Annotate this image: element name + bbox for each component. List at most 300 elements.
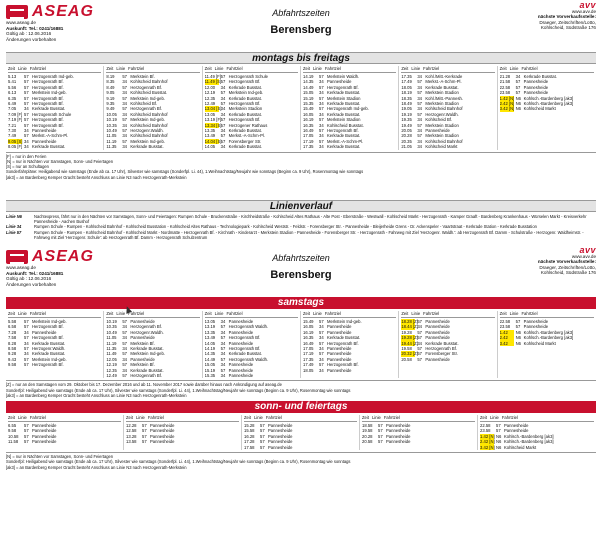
- destination: Pannesheide: [228, 373, 254, 379]
- departure-time: 10.49: [106, 329, 117, 335]
- line-number: 57: [319, 362, 324, 368]
- avv-shop2: Kohlscheid, Südstraße 176: [540, 25, 596, 31]
- departure-time: 8.49: [106, 84, 115, 90]
- destination: Kerkrade Busstat.: [32, 340, 66, 346]
- departure-time: 18.05: [303, 367, 314, 373]
- note-line: [ak3] = an Bardenberg Kemper Gracht besteht Anschluss an Linie N3 nach Herzogenrath-Merkstein: [6, 392, 187, 398]
- departure-time: 3.42: [500, 341, 514, 346]
- destination: Herzogenrath Bf.: [32, 335, 64, 341]
- departure-time: 12.19: [204, 90, 216, 96]
- departure-time: 20.28: [362, 433, 373, 439]
- destination: Forensberger Str.: [425, 351, 458, 357]
- departure-time: 13.35: [204, 329, 216, 335]
- route-line: Linie 34: [6, 224, 22, 230]
- saturday-grid: [6, 311, 596, 378]
- header-dest: Fahrtziel: [128, 311, 145, 316]
- departure-time: 16.19: [303, 329, 314, 335]
- line-number: 34: [417, 106, 422, 112]
- line-number: 57: [220, 101, 226, 107]
- line-number: 57: [122, 74, 127, 79]
- header-line: Linie: [312, 66, 322, 71]
- departure-time: 16.49: [303, 128, 314, 134]
- line-number: 57: [515, 324, 521, 330]
- departure-time: 12.35: [204, 95, 216, 101]
- destination: Pannesheide: [268, 428, 293, 434]
- header-line: Linie: [371, 415, 381, 421]
- destination: Kohlscheid Bahnhof: [130, 79, 168, 85]
- line-number: 57: [122, 106, 127, 112]
- destination: Merkstein Ind-geb.: [32, 90, 67, 96]
- destination: Kerkrade Busstat.: [327, 101, 361, 107]
- weekday-grid: [6, 66, 596, 150]
- departure-time: 14.35: [204, 351, 216, 357]
- departure-time: 18.28 [Z]: [401, 319, 418, 324]
- line-number: 57: [319, 128, 324, 134]
- line-number: 57: [417, 329, 422, 335]
- departure-time: 13.34 [S]: [204, 122, 222, 128]
- destination: Herzogenr.Waldh.: [425, 111, 459, 117]
- line-number: 57: [378, 433, 383, 439]
- departure-time: 10.35: [106, 324, 117, 330]
- destination: Pannesheide: [327, 79, 352, 85]
- departure-time: 18.19: [401, 90, 412, 96]
- destination: Merkstein Bf.: [130, 340, 155, 346]
- line-number: N6: [515, 335, 522, 341]
- destination: Pannesheide: [425, 324, 450, 330]
- destination: Kohlscheid Bahnhof: [130, 111, 168, 117]
- departure-time: 10.19: [106, 117, 117, 123]
- timetable-column: [6, 311, 104, 378]
- line-number: 57: [220, 367, 226, 373]
- departure-time: 2.42 [N]: [499, 101, 515, 107]
- route-list: [6, 214, 596, 240]
- line-number: 57: [122, 362, 127, 368]
- destination: Merkst.-A-Schm-Pl.: [228, 133, 265, 139]
- line-number: 34: [417, 144, 422, 150]
- header-line: Linie: [411, 311, 421, 316]
- destination: Kohlsch.-Bardenberg [ak3]: [504, 439, 554, 445]
- line-number: 57: [417, 356, 422, 362]
- page-title-2: Abfahrtszeiten: [272, 253, 330, 263]
- line-number: 34: [122, 356, 127, 362]
- destination: Merkstein Ind-geb.: [228, 90, 264, 96]
- departure-time: 15.49: [303, 106, 314, 112]
- header-time: Zeit: [244, 415, 251, 421]
- departure-row: [106, 373, 199, 378]
- line-number: 57: [220, 79, 226, 85]
- column-header: [205, 311, 298, 318]
- departure-time: 7.05: [8, 106, 17, 112]
- destination: Herzogenrath Bf.: [130, 324, 162, 330]
- departure-row: [106, 144, 199, 149]
- departure-time: 16.35: [303, 335, 314, 341]
- destination: Kohlsch.-Bardenberg [ak3]: [523, 101, 574, 107]
- page-title: Abfahrtszeiten: [272, 8, 330, 18]
- line-number: 57: [319, 319, 324, 324]
- header-line: Linie: [17, 311, 27, 316]
- header-dest: Fahrtziel: [423, 66, 440, 71]
- departure-time: 13.49: [204, 133, 216, 139]
- destination: Merkst.-A-Schm-Pl.: [327, 138, 364, 144]
- destination: Kerkrade Busstat.: [425, 84, 459, 90]
- departure-time: 17.35: [303, 356, 314, 362]
- line-number: 34: [122, 346, 127, 352]
- departure-time: 5.58: [8, 319, 17, 324]
- line-number: 57: [496, 428, 501, 434]
- departure-time: 14.05: [204, 340, 216, 346]
- departure-time: 16.19: [303, 117, 314, 123]
- destination: Merkstein Bf.: [130, 74, 155, 79]
- departure-time: 18.58: [362, 423, 373, 429]
- departure-time: 11.19: [106, 340, 117, 346]
- destination: Kerkrade Busstat.: [228, 111, 262, 117]
- destination: Pannesheide: [228, 367, 254, 373]
- departure-time: 6.13: [8, 90, 17, 96]
- column-header: [106, 311, 199, 318]
- route-row: [6, 230, 596, 240]
- line-number: 34: [319, 90, 324, 96]
- departure-time: 20.05: [401, 128, 412, 134]
- destination: Pannesheide: [130, 335, 155, 341]
- departure-time: 18.44 [Z]: [401, 324, 418, 330]
- header-dest: Fahrtziel: [128, 66, 145, 71]
- line-number: 34: [319, 111, 324, 117]
- departure-time: 8.58: [8, 346, 17, 352]
- destination: Pannesheide: [228, 362, 254, 368]
- destination: Pannesheide: [327, 329, 352, 335]
- departure-time: 7.58: [8, 335, 17, 341]
- header-dest: Fahrtziel: [501, 415, 518, 421]
- departure-time: 19.44 [Z]: [401, 340, 418, 346]
- departure-time: 11.05: [106, 335, 117, 341]
- destination: Herzogenrath Ind-geb.: [327, 106, 369, 112]
- line-number: 34: [122, 79, 127, 85]
- web-link[interactable]: www.aseag.de: [6, 20, 36, 25]
- line-number: 57: [515, 84, 521, 90]
- line-number: 34: [417, 95, 422, 101]
- header-line: Linie: [214, 66, 224, 71]
- line-number: 57: [24, 117, 29, 123]
- departure-time: 6.55: [8, 423, 17, 429]
- line-number: 57: [24, 101, 29, 107]
- line-number: 57: [378, 423, 383, 429]
- header-time: Zeit: [401, 66, 409, 71]
- departure-time: 3.42 [N]: [499, 106, 515, 112]
- destination: Merkstein Stadion: [425, 122, 459, 128]
- header-time: Zeit: [499, 311, 507, 316]
- destination: Pannesheide: [523, 79, 549, 85]
- header-time: Zeit: [303, 311, 310, 316]
- destination: Kerkrade Busstat.: [130, 367, 164, 373]
- web-link-2[interactable]: www.aseag.de: [6, 265, 36, 270]
- departure-row: [401, 144, 494, 149]
- departure-time: 13.19 [F]: [204, 117, 222, 123]
- destination: Pannesheide: [32, 439, 57, 445]
- departure-row: [126, 439, 239, 444]
- timetable-column: [498, 311, 596, 378]
- line-number: 34: [319, 79, 324, 85]
- departure-time: 8.35: [106, 79, 115, 85]
- line-number: 34: [220, 329, 226, 335]
- column-header: [8, 66, 101, 73]
- timetable-column: [399, 311, 497, 378]
- line-number: 57: [378, 439, 383, 445]
- line-number: 57: [24, 428, 29, 434]
- route-desc: Rumpen Schule - Rumpen - Kohlscheid Bahnhof - Kohlscheid Busstation - Kohlscheid Altes Rathaus - Technologiepark - Kohlscheid Weststr. - Feldstr. - Forensberger Str. - Pannesheide - Bleijerheide Grens - Dr. Ackenspeler - Vaartstraat - Kerkrade Station - Kerkrade Busstation: [34, 224, 537, 230]
- column-header: [8, 311, 101, 318]
- destination: Pannesheide: [425, 128, 450, 134]
- departure-time: 2.42: [500, 335, 514, 340]
- line-number: 34: [319, 144, 324, 150]
- destination: Kerkrade Busstat.: [327, 90, 361, 96]
- route-row: [6, 214, 596, 224]
- destination: Kohlscheid Busstat.: [130, 90, 168, 96]
- column-header: [303, 311, 396, 318]
- header-line: Linie: [411, 66, 421, 71]
- departure-time: 17.58: [244, 444, 255, 450]
- line-number: 57: [24, 95, 29, 101]
- line-number: 34: [417, 117, 422, 123]
- departure-time: 9.49: [106, 106, 115, 112]
- destination: Pannesheide: [504, 423, 529, 429]
- line-number: 57: [122, 128, 127, 134]
- departure-time: 15.19: [303, 95, 314, 101]
- header-time: Zeit: [204, 311, 212, 316]
- departure-time: 6.35: [8, 95, 17, 101]
- aseag-logo: ASEAG: [6, 3, 94, 21]
- destination: Kerkrade Busstat.: [228, 128, 262, 134]
- departure-time: 9.19: [106, 95, 115, 101]
- note-line: Sonderfpl: Heiligabend wie samstags (Ende ab ca. 17 Uhr), Silvester wie samstags (Sonderfpl. Li. 44), 1.Weihnachtstag/Neujahr wie sonntags (Beginn ca. 9 Uhr), Rosenmontag wie sonntags: [6, 387, 351, 393]
- destination: Herzogenrath Bf.: [228, 79, 261, 85]
- line-number: 57: [24, 324, 29, 330]
- line-number: 57: [220, 324, 226, 330]
- line-number: 34: [319, 346, 324, 352]
- line-number: 57: [417, 111, 422, 117]
- destination: Kerkrade Busstat.: [228, 144, 262, 150]
- route-desc: Nachtexpress, fährt nur in den Nächten vor Samstagen, Sonn- und Feiertagen: Rumpen Schule - Bruckenstraße - Kirchheidstraße - Kohlscheid Altes Rathaus - Alte Post - Eberstraße - Westwall - Kohlscheid Markt - Herzogenrath - Kamper Graaft - Bardenberg Krankenhaus - Würselen Markt - Kreisverkehr Pannesheide - Aachen Bushof: [34, 214, 587, 225]
- line-number: 34: [24, 106, 29, 112]
- departure-time: 9.58: [8, 362, 17, 368]
- line-number: N6: [515, 95, 522, 101]
- departure-time: 11.35: [106, 346, 117, 352]
- departure-time: 9.35: [106, 101, 115, 107]
- header-dest: Fahrtziel: [147, 415, 164, 421]
- destination: Kerkrade Busstat.: [327, 111, 361, 117]
- line-number: 57: [319, 106, 324, 112]
- line-number: 57: [220, 335, 226, 341]
- destination: Kohlsch.-Bardenberg [ak3]: [523, 95, 574, 101]
- header-dest: Fahrtziel: [324, 311, 341, 316]
- destination: Herzogenrath Schule: [32, 111, 72, 117]
- departure-time: 20.58: [401, 356, 412, 362]
- departure-time: 17.35: [303, 144, 314, 150]
- line-number: 34: [122, 122, 127, 128]
- departure-time: 11.35: [106, 144, 117, 150]
- avv-web[interactable]: www.avv.de: [571, 8, 596, 14]
- line-number: 34: [417, 74, 422, 79]
- destination: Pannesheide: [386, 439, 411, 445]
- destination: Pannesheide: [425, 356, 450, 362]
- destination: Kohlscheid Bahnhof: [130, 133, 168, 139]
- line-number: 34: [319, 101, 324, 107]
- departure-time: 14.19: [303, 74, 314, 79]
- note-line: Sonderfpl: Heiligabend wie samstags (Ende ab ca. 17 Uhr), Silvester wie samstags (Sonderfpl. Li. 44), 1.Weihnachtstag/Neujahr wie sonntags (Beginn ca. 9 Uhr), Rosenmontag wie sonntags: [6, 459, 351, 465]
- header-line: Linie: [135, 415, 145, 421]
- avv-logo-2: avv: [579, 245, 596, 255]
- destination: Merkstein Ind-geb.: [130, 117, 166, 123]
- destination: Herzogenrath Bf.: [32, 79, 64, 85]
- departure-time: 17.05: [303, 133, 314, 139]
- departure-time: 15.19: [204, 367, 216, 373]
- departure-row: [205, 144, 298, 149]
- destination: Merkstein Ind-geb.: [130, 95, 166, 101]
- column-header: [205, 66, 298, 73]
- line-number: 57: [142, 433, 147, 439]
- departure-time: 16.28: [244, 433, 255, 439]
- departure-row: [8, 362, 101, 367]
- destination: Kerkrade Busstat.: [425, 340, 459, 346]
- departure-row: [480, 445, 594, 450]
- destination: Kohlscheid Bahnhof: [425, 106, 463, 112]
- line-number: 57: [319, 351, 324, 357]
- line-number: 34: [24, 340, 29, 346]
- departure-time: 11.49 [F]: [204, 74, 221, 79]
- line-number: N6: [515, 106, 522, 112]
- stop-name: Berensberg: [270, 24, 332, 36]
- line-number: 57: [417, 122, 422, 128]
- line-number: 57: [24, 133, 29, 139]
- avv-web-2[interactable]: www.avv.de: [571, 253, 596, 259]
- departure-time: 17.19: [303, 351, 314, 357]
- route-desc: Rumpen Schule - Rumpen - Kohlscheid Bahnhof - Kohlscheid Markt - Nordmatte - Herzogenrath Bf. - Kirchrath - Kinderarzt - Merkstein Stadion - Pannesheide - Forensberger Str. - Herzogenrath - Fahrweg mit Ziel 'Herzogenr. Waldh.': ab Herzogenrath Bf. Damm - Schulstraße - Herzogenr. Waldheimstr. - Fahrweg mit Ziel 'Herzogenr. Schule': ab Herzogenrath Bf. Damm - Herzogenrath Schulzentrum: [34, 229, 584, 240]
- destination: Merkstein Stadion: [327, 117, 361, 123]
- departure-row: [8, 439, 121, 444]
- destination: Pannesheide: [130, 319, 155, 324]
- departure-time: 11.58: [8, 439, 19, 445]
- departure-time: 22.58: [480, 423, 491, 429]
- destination: Pannesheide: [268, 433, 293, 439]
- departure-time: 9.43: [8, 356, 17, 362]
- line-number: 57: [24, 335, 29, 341]
- departure-time: 5.13: [8, 74, 17, 79]
- line-number: 57: [24, 84, 29, 90]
- line-number: 57: [417, 351, 422, 357]
- departure-time: 13.04 [S]: [204, 106, 222, 112]
- header-line: Linie: [214, 311, 224, 316]
- line-number: 34: [122, 335, 127, 341]
- weekday-band: montags bis freitags: [6, 52, 596, 64]
- line-number: 34: [319, 356, 324, 362]
- weekday-notes: [6, 152, 596, 180]
- line-number: 34: [319, 122, 324, 128]
- destination: Pannesheide: [327, 367, 352, 373]
- line-number: 57: [417, 90, 422, 96]
- destination: Pannesheide: [150, 439, 175, 445]
- departure-time: 12.00: [204, 84, 216, 90]
- column-header: [500, 66, 594, 73]
- destination: Merkstein Stadion: [228, 106, 263, 112]
- departure-time: 10.49: [106, 128, 117, 134]
- destination: Pannesheide: [32, 433, 57, 439]
- departure-time: 15.35: [303, 101, 314, 107]
- destination: Herzogenrath Bf.: [32, 117, 64, 123]
- line-number: 34: [122, 144, 127, 150]
- departure-time: 8.19: [106, 74, 115, 79]
- line-number: 34: [220, 84, 226, 90]
- departure-time: 15.05: [204, 362, 216, 368]
- timetable-column: [203, 66, 301, 150]
- line-number: 57: [260, 433, 265, 439]
- header-dest: Fahrtziel: [29, 415, 46, 421]
- departure-time: 17.49: [303, 362, 314, 368]
- line-number: 34: [319, 367, 324, 373]
- saturday-band: samstags: [6, 297, 596, 309]
- avv-next-2: nächste Vorverkaufsstelle:: [537, 259, 596, 265]
- column-header: [106, 66, 199, 73]
- note-line: [F] = nur in den Ferien: [6, 153, 47, 159]
- departure-time: 20.58: [362, 439, 373, 445]
- line-number: 57: [24, 74, 29, 79]
- line-number: 57: [260, 444, 265, 450]
- destination: Merkstein Ind-geb.: [327, 319, 362, 324]
- destination: Pannesheide: [523, 84, 549, 90]
- departure-time: 22.58: [499, 319, 511, 324]
- line-number: 57: [319, 329, 324, 335]
- aseag-logo-2: ASEAG: [6, 248, 94, 266]
- departure-time: 16.05: [303, 111, 314, 117]
- line-number: 34: [417, 84, 422, 90]
- line-number: 57: [515, 79, 521, 85]
- destination: Pannesheide: [504, 428, 529, 434]
- departure-time: 13.19: [204, 324, 216, 330]
- destination: Herzogenrath Bf.: [228, 346, 261, 352]
- line-number: 34: [417, 340, 422, 346]
- line-number: 57: [142, 423, 147, 429]
- line-number: N6: [515, 329, 522, 335]
- line-number: 34: [417, 138, 422, 144]
- destination: Herzogenrath Bf.: [228, 101, 261, 107]
- departure-time: 5.56: [8, 84, 17, 90]
- header-dest: Fahrtziel: [226, 311, 243, 316]
- destination: Kohlscheid Bahnhof: [425, 138, 463, 144]
- destination: Herzogenrath Bf.: [32, 362, 64, 368]
- line-number: 34: [220, 319, 226, 324]
- header-line: Linie: [509, 66, 519, 71]
- destination: Pannesheide: [327, 351, 352, 357]
- destination: Merkst.-A-Schm-Pl.: [425, 79, 462, 85]
- destination: Herzogenrath Bf.: [228, 117, 261, 123]
- departure-time: 19.05: [401, 106, 412, 112]
- timetable-column: [6, 415, 124, 450]
- destination: Kohlscheid Bf.: [425, 117, 453, 123]
- departure-time: 19.58: [401, 346, 412, 352]
- column-header: [362, 415, 475, 422]
- destination: Pannesheide: [425, 329, 450, 335]
- changes-note: Änderungen vorbehalten: [6, 36, 57, 42]
- departure-time: 12.49: [106, 373, 117, 379]
- line-number: 34: [122, 90, 127, 96]
- departure-time: 16.05: [303, 324, 314, 330]
- destination: Merkst.-A-Schm-Pl.: [32, 133, 69, 139]
- line-number: 57: [24, 122, 29, 128]
- timetable-weekend: [0, 245, 602, 538]
- departure-row: [303, 144, 396, 149]
- destination: Pannesheide: [425, 335, 450, 341]
- departure-time: 14.49: [204, 356, 216, 362]
- destination: Kohlscheid Markt: [504, 444, 537, 450]
- departure-time: 19.35: [401, 117, 412, 123]
